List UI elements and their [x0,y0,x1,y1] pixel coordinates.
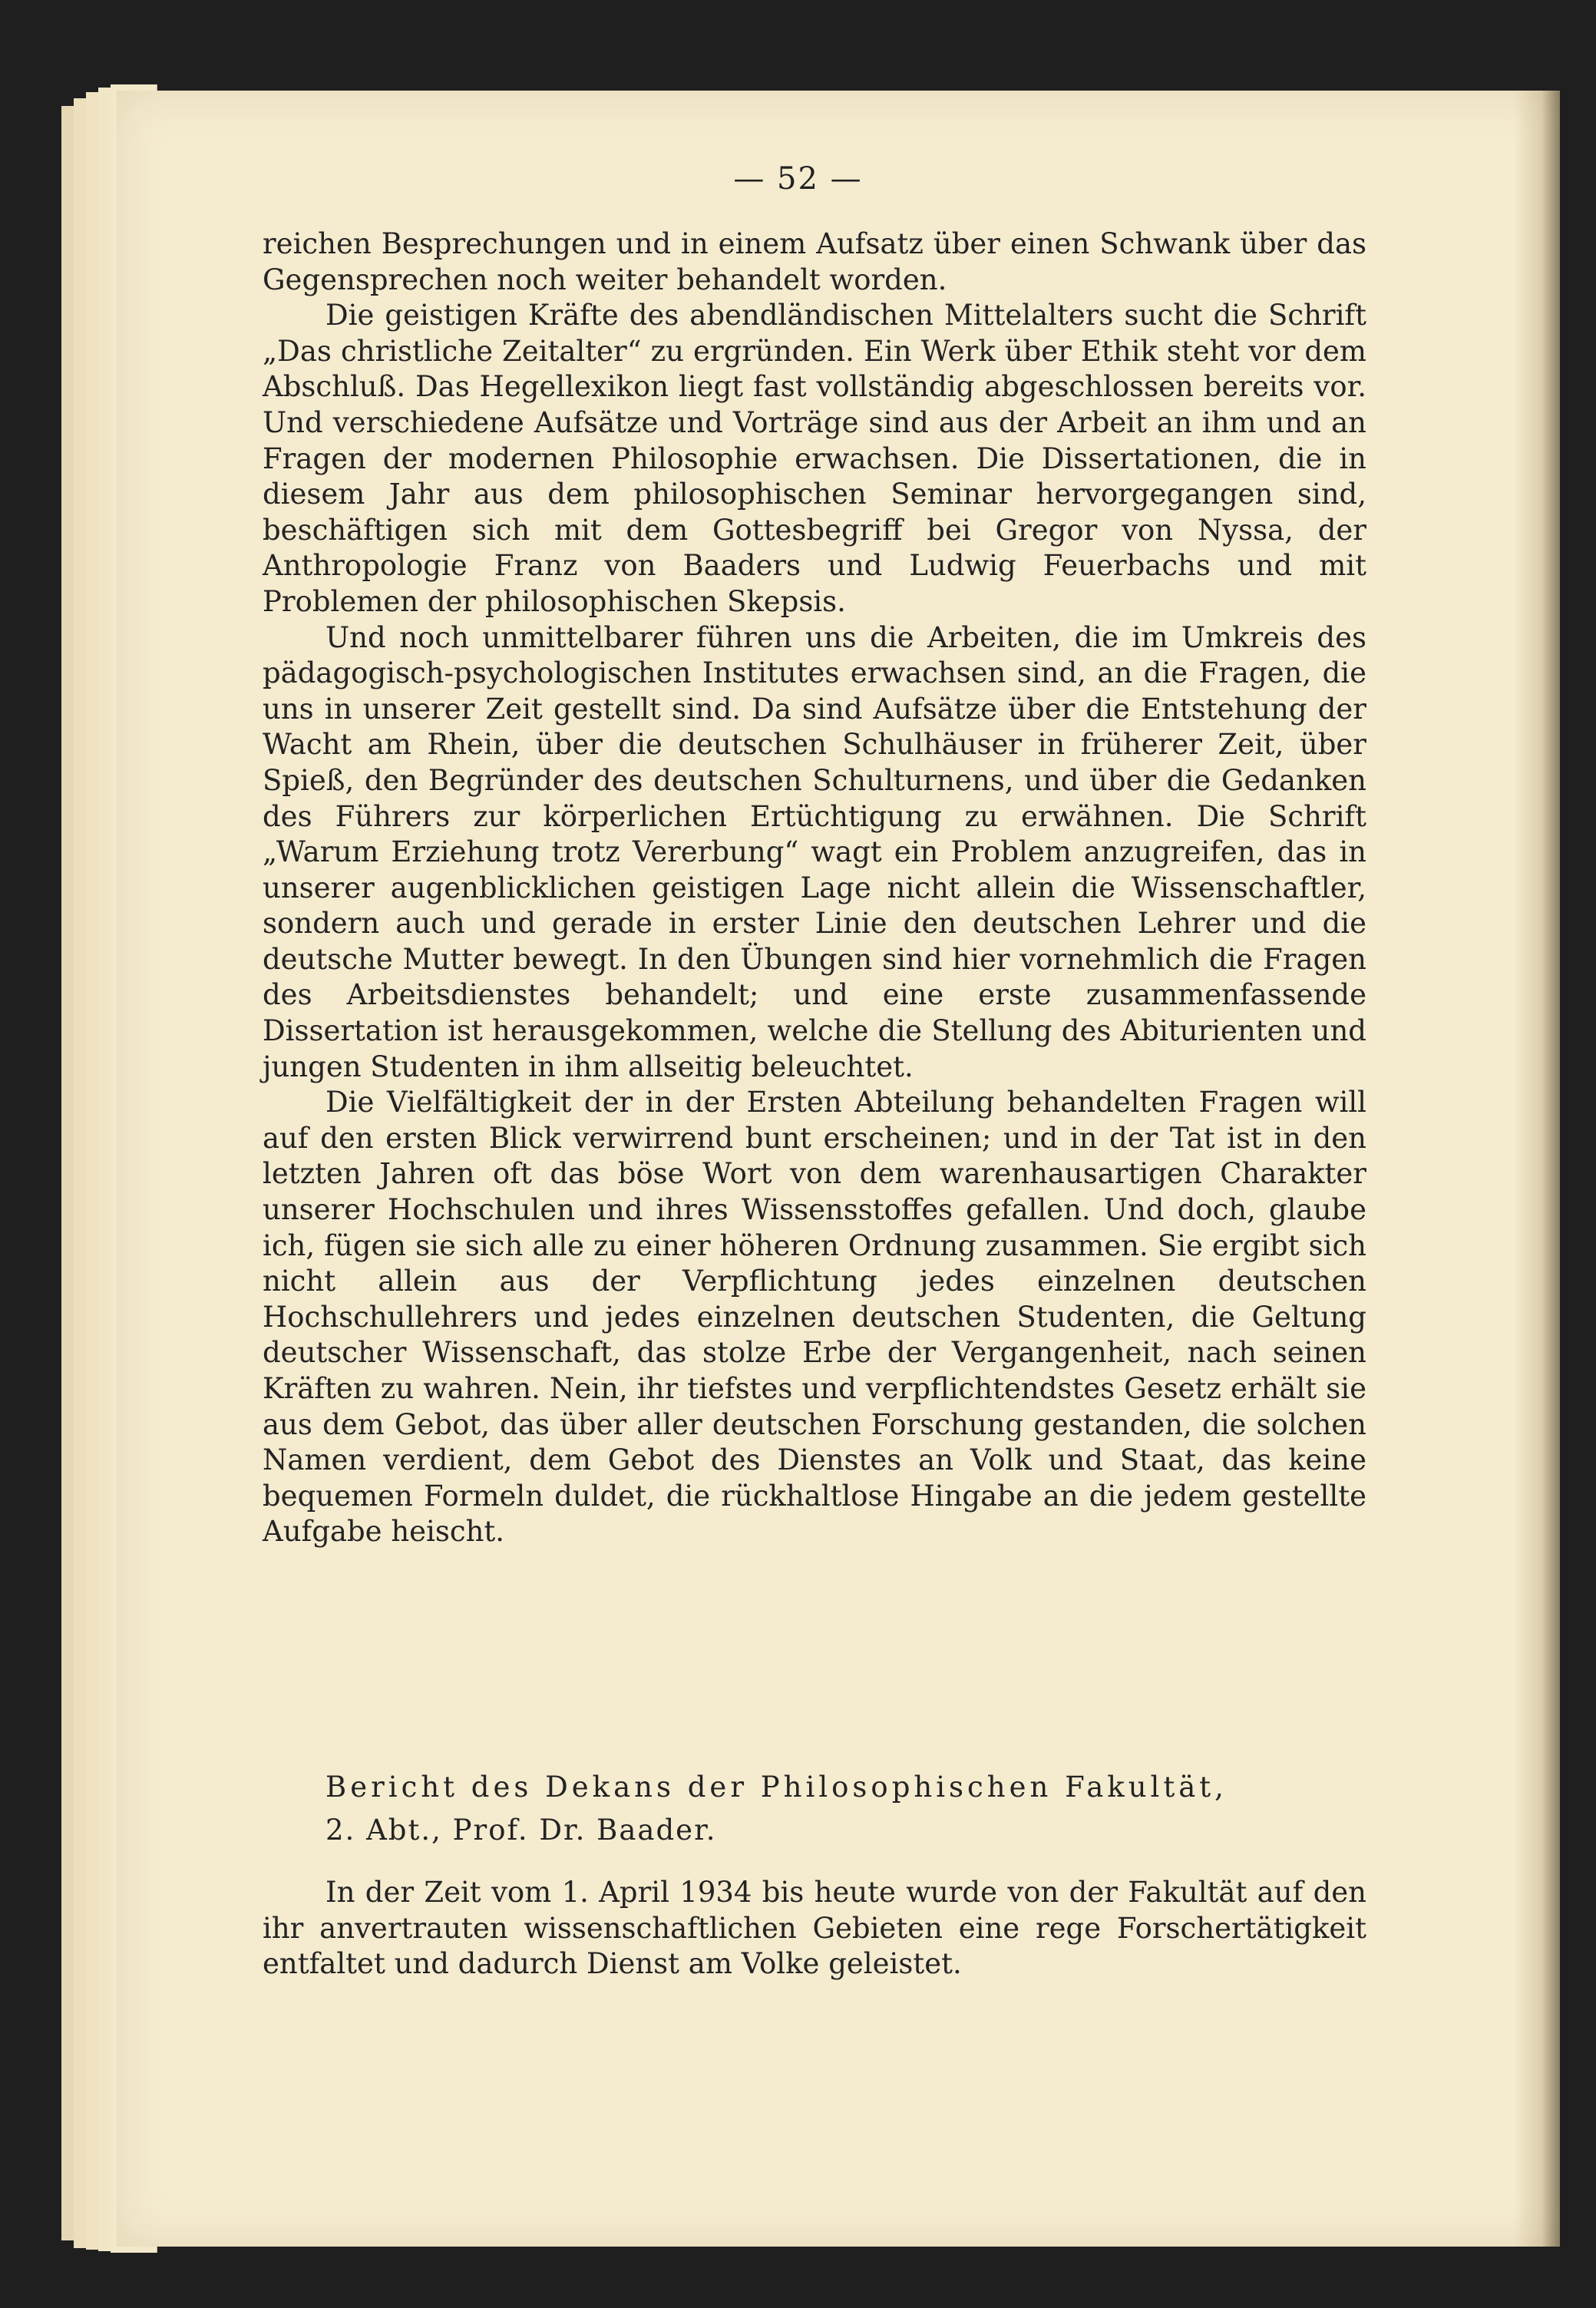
paragraph-pedagogy: Und noch unmittelbarer führen uns die Arbeiten, die im Umkreis des pädagogisch-psychologischen Institutes erwachsen sind, an die Fragen, die uns in unserer Zeit gestellt sind. Da sind Aufsätze über die Entstehung der Wacht am Rhein, über die deutschen Schulhäuser in früherer Zeit, über Spieß, den Begründer des deutschen Schulturnens, und über die Gedanken des Führers zur körperlichen Ertüchtigung zu erwähnen. Die Schrift „Warum Erziehung trotz Vererbung“ wagt ein Problem anzugreifen, das in unserer augenblicklichen geistigen Lage nicht allein die Wissenschaftler, sondern auch und gerade in erster Linie den deutschen Lehrer und die deutsche Mutter bewegt. In den Übungen sind hier vornehmlich die Fragen des Arbeitsdienstes behandelt; und eine erste zusammenfassende Dissertation ist herausgekommen, welche die Stellung des Abiturienten und jungen Studenten in ihm allseitig beleuchtet. [263,620,1366,1083]
paragraph-philosophy: Die geistigen Kräfte des abendländischen Mittelalters sucht die Schrift „Das christliche Zeitalter“ zu ergründen. Ein Werk über Ethik steht vor dem Abschluß. Das Hegellexikon liegt fast vollständig abgeschlossen bereits vor. Und verschiedene Aufsätze und Vorträge sind aus der Arbeit an ihm und an Fragen der modernen Philosophie erwachsen. Die Dissertationen, die in diesem Jahr aus dem philosophischen Seminar hervorgegangen sind, beschäftigen sich mit dem Gottesbegriff bei Gregor von Nyssa, der Anthropologie Franz von Baaders und Ludwig Feuerbachs und mit Problemen der philosophischen Skepsis. [263,299,1366,618]
body-text [263,227,1366,1550]
paragraph-dean-report: In der Zeit vom 1. April 1934 bis heute wurde von der Fakultät auf den ihr anvertrauten wissenschaftlichen Gebieten eine rege Forschertätigkeit entfaltet und dadurch Dienst am Volke geleistet. [263,1876,1366,1981]
section-heading-line1: Bericht des Dekans der Philosophischen Fakultät, [325,1771,1228,1804]
page-number: — 52 — [733,161,863,197]
paragraph-continued: reichen Besprechungen und in einem Aufsatz über einen Schwank über das Gegensprechen noch weiter behandelt worden. [263,227,1366,296]
paragraph-summary: Die Vielfältigkeit der in der Ersten Abteilung behandelten Fragen will auf den ersten Blick verwirrend bunt erscheinen; und in der Tat ist in den letzten Jahren oft das böse Wort von dem warenhausartigen Charakter unserer Hochschulen und ihres Wissensstoffes gefallen. Und doch, glaube ich, fügen sie sich alle zu einer höheren Ordnung zusammen. Sie ergibt sich nicht allein aus der Verpflichtung jedes einzelnen deutschen Hochschullehrers und jedes einzelnen deutschen Studenten, die Geltung deutscher Wissenschaft, das stolze Erbe der Vergangenheit, nach seinen Kräften zu wahren. Nein, ihr tiefstes und verpflichtendstes Gesetz erhält sie aus dem Gebot, das über aller deutschen Forschung gestanden, die solchen Namen verdient, dem Gebot des Dienstes an Volk und Staat, das keine bequemen Formeln duldet, die rückhaltlose Hingabe an die jedem gestellte Aufgabe heischt. [263,1086,1366,1549]
page-gutter-shadow [1514,91,1560,2247]
section-heading [263,1766,1366,1852]
section-heading-line2: 2. Abt., Prof. Dr. Baader. [325,1814,717,1847]
